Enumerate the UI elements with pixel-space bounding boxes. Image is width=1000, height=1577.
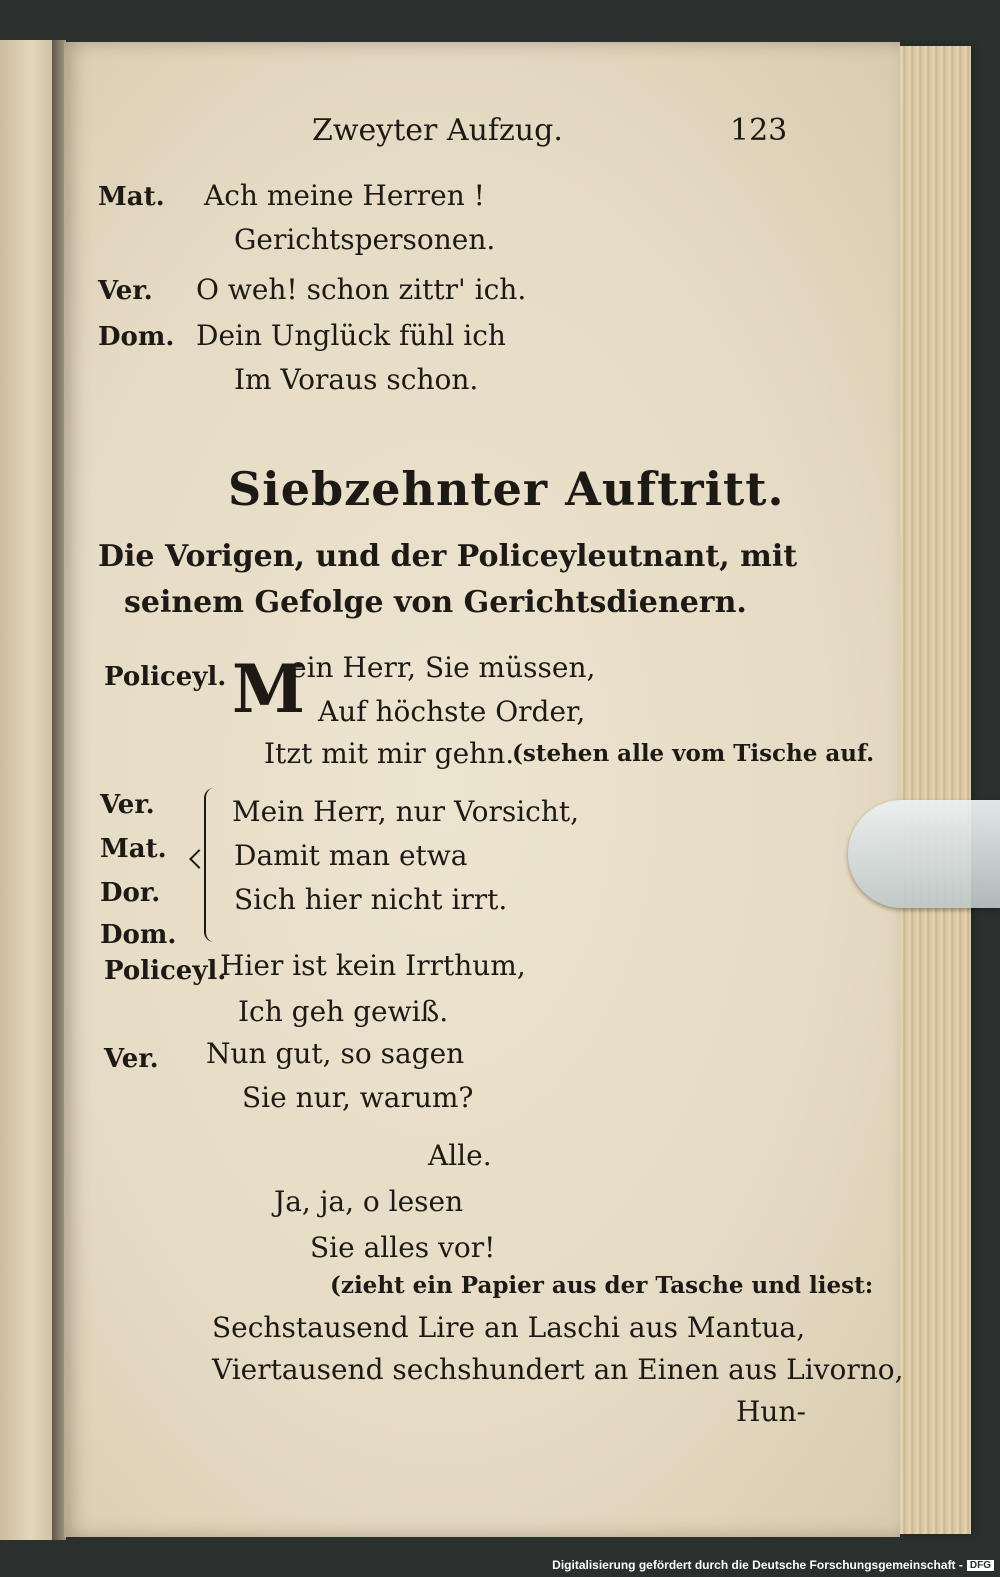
prose-line: Viertausend sechshundert an Einen aus Livorno,	[212, 1353, 904, 1386]
verse-line: Sich hier nicht irrt.	[234, 883, 508, 916]
stage-direction: Die Vorigen, und der Policeyleutnant, mit	[98, 539, 798, 574]
verse-line: Dein Unglück fühl ich	[196, 319, 506, 352]
verse-line: Damit man etwa	[234, 839, 468, 872]
stage-direction: (stehen alle vom Tische auf.	[512, 740, 875, 767]
scene-title: Siebzehnter Auftritt.	[228, 462, 785, 516]
drop-capital: M	[232, 650, 306, 728]
speaker-label: Ver.	[104, 1044, 159, 1074]
verse-line: O weh! schon zittr' ich.	[196, 273, 527, 306]
verse-line: Hier ist kein Irrthum,	[220, 949, 526, 982]
prose-line: Sechstausend Lire an Laschi aus Mantua,	[212, 1311, 806, 1344]
speaker-label: Mat.	[98, 182, 165, 212]
page-edges	[898, 46, 971, 1534]
verse-line: Ich geh gewiß.	[238, 995, 449, 1028]
verse-line: ein Herr, Sie müssen,	[290, 651, 596, 684]
verse-line: Nun gut, so sagen	[206, 1037, 465, 1070]
verse-line: Ach meine Herren !	[204, 179, 485, 212]
page-number: 123	[730, 113, 788, 148]
stage-direction: (zieht ein Papier aus der Tasche und liest:	[330, 1272, 874, 1299]
verse-line: Mein Herr, nur Vorsicht,	[232, 795, 580, 828]
verse-line: Gerichtspersonen.	[234, 223, 496, 256]
footer-bar	[0, 1553, 1000, 1577]
speaker-label: Dor.	[100, 878, 161, 908]
stage-direction: seinem Gefolge von Gerichtsdienern.	[124, 585, 747, 620]
speaker-label: Dom.	[98, 322, 175, 352]
speaker-label: Ver.	[98, 276, 153, 306]
page-clip-tab	[848, 800, 1000, 908]
speaker-label: Mat.	[100, 834, 167, 864]
verse-line: Ja, ja, o lesen	[274, 1185, 464, 1218]
left-page-edge	[0, 40, 54, 1540]
verse-line: Sie nur, warum?	[242, 1081, 474, 1114]
speaker-brace	[204, 788, 220, 942]
speaker-label: Policeyl.	[104, 662, 227, 692]
verse-line: Auf höchste Order,	[318, 695, 586, 728]
verse-line: Im Voraus schon.	[234, 363, 479, 396]
running-header: Zweyter Aufzug.	[312, 113, 563, 148]
footer-credit: Digitalisierung gefördert durch die Deutsche Forschungsgemeinschaft -	[552, 1558, 963, 1572]
catchword: Hun-	[736, 1395, 806, 1428]
speaker-label: Dom.	[100, 920, 177, 950]
speaker-label: Policeyl.	[104, 956, 227, 986]
speaker-label: Ver.	[100, 790, 155, 820]
dfg-logo: DFG	[967, 1560, 994, 1571]
speaker-heading: Alle.	[428, 1139, 492, 1172]
verse-line: Itzt mit mir gehn.	[264, 737, 515, 770]
verse-line: Sie alles vor!	[310, 1231, 496, 1264]
